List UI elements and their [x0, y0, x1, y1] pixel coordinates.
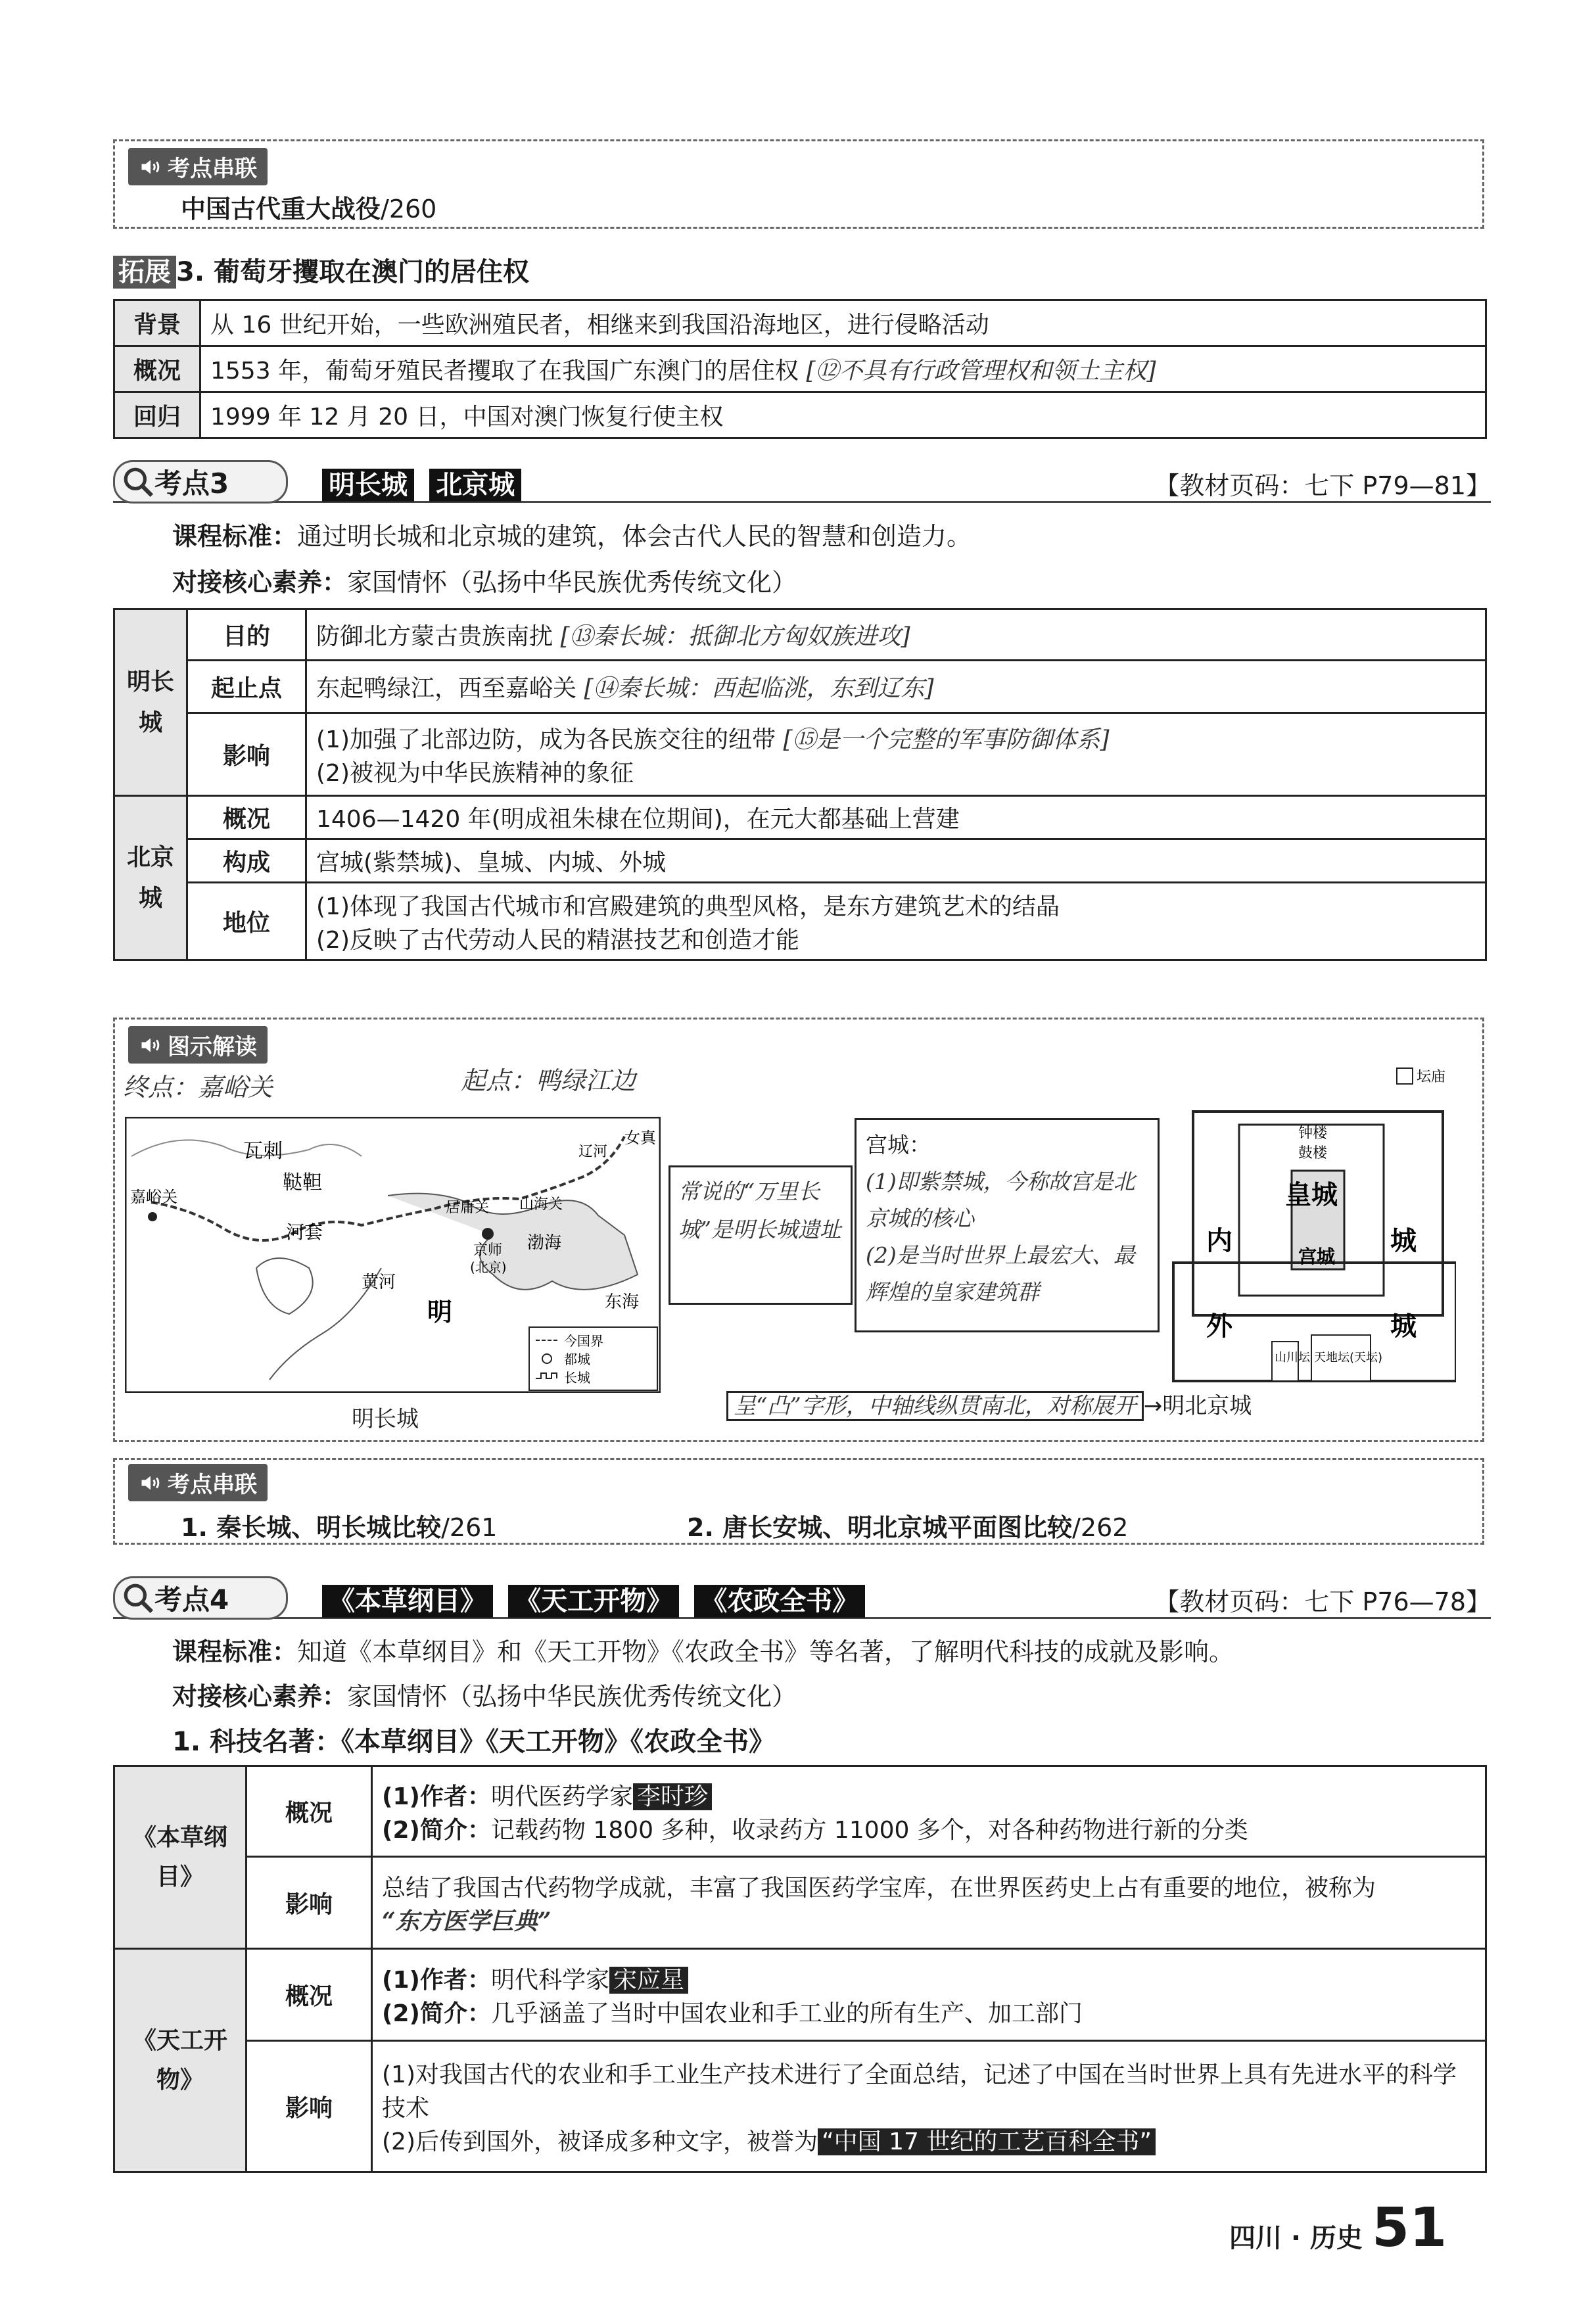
- plan-shanchuan: 山川坛: [1275, 1351, 1310, 1365]
- kd4-topic-1: 《本草纲目》: [322, 1585, 493, 1618]
- ming-wall-map: [125, 1117, 661, 1393]
- page-number: 51: [1372, 2197, 1447, 2259]
- kd3-core: 对接核心素养：家国情怀（弘扬中华民族优秀传统文化）: [172, 568, 797, 597]
- wall-city-table: 明长城 目的 防御北方蒙古贵族南扰 [⑬秦长城：抵御北方匈奴族进攻] 起止点 东起鸭绿江，西至嘉峪关 [⑭秦长城：西起临洮，东到辽东] 影响 (1)加强了北部边防，成为各民族交往的纽带 [⑮是一个完整的军事防御体系] (2)被视为中华民族精神的象征 北京城 概况 1406—1420 年(明成祖朱棣在位期间)，在元大都基础上营建 构成 宫城(紫禁城)、皇城、内城、外城 地位 (1)体现了我国古代城市和宫殿建筑的典型风格，是东方建筑艺术的结晶 (2)反映了古代劳动人民的精湛技艺和创造才能: [113, 608, 1487, 961]
- plan-drum-tower: 鼓楼: [1298, 1145, 1328, 1161]
- plan-outer: 外: [1206, 1311, 1232, 1342]
- map-bohai: 渤海: [527, 1233, 562, 1253]
- kd4-core: 对接核心素养：家国情怀（弘扬中华民族优秀传统文化）: [172, 1682, 797, 1711]
- speaker-icon: [139, 155, 162, 179]
- figure-tag: 图示解读: [128, 1026, 268, 1064]
- kd4-badge: 考点4: [113, 1576, 288, 1620]
- start-note: 起点：鸭绿江边: [461, 1066, 636, 1095]
- figure-box: [113, 1018, 1484, 1442]
- map-huanghe: 黄河: [362, 1273, 396, 1292]
- tuozhan-heading: 拓展 3. 葡萄牙攫取在澳门的居住权: [113, 251, 529, 289]
- books-table: 《本草纲目》 概况 (1)作者：明代医药学家 李时珍 (2)简介：记载药物 1800 多种，收录药方 11000 多个，对各种药物进行新的分类 影响 总结了我国古代药物学成就，丰富了我国医药学宝库，在世界医药史上占有重要的地位，被称为 “东方医学巨典” 《天工开物》 概况 (1)作者：明代科学家 宋应星 (2)简介：几乎涵盖了当时中国农业和手工业的所有生产、加工部门 影响 (1)对我国古代的农业和手工业生产技术进行了全面总结，记述了中国在当时世界上具有先进水平的科学技术 (2)后传到国外，被译成多种文字，被誉为 “中国 17 世纪的工艺百科全书”: [113, 1765, 1487, 2173]
- map-shanhaiguan: 山海关: [519, 1196, 563, 1213]
- figure-conclusion: 呈“凸”字形，中轴线纵贯南北，对称展开 →明北京城: [726, 1388, 1252, 1420]
- map-caption: 明长城: [352, 1406, 419, 1432]
- link-box-2: [113, 1458, 1484, 1545]
- plan-bell-tower: 钟楼: [1298, 1125, 1328, 1142]
- map-wala: 瓦刺: [243, 1140, 283, 1163]
- macau-table: 背景 从 16 世纪开始，一些欧洲殖民者，相继来到我国沿海地区，进行侵略活动 概况 1553 年，葡萄牙殖民者攫取了在我国广东澳门的居住权 [⑫不具有行政管理权和领土主权] 回归 1999 年 12 月 20 日，中国对澳门恢复行使主权: [113, 299, 1487, 439]
- kd3-badge: 考点3: [113, 460, 288, 504]
- kd3-standard: 课程标准：通过明长城和北京城的建筑，体会古代人民的智慧和创造力。: [172, 522, 972, 551]
- beijing-plan: [1167, 1066, 1456, 1394]
- speaker-icon: [139, 1471, 162, 1495]
- kd3-page-ref: 【教材页码：七下 P79—81】: [1154, 471, 1491, 500]
- link-tag-1: 考点串联: [128, 148, 268, 185]
- kd4-topic-3: 《农政全书》: [694, 1585, 865, 1618]
- link-item-2b: 2. 唐长安城、明北京城平面图比较/262: [687, 1513, 1129, 1542]
- map-jingshi: 京师: [473, 1242, 503, 1259]
- kd4-subheading: 1. 科技名著：《本草纲目》《天工开物》《农政全书》: [172, 1727, 775, 1757]
- kd3-header: [113, 460, 1491, 503]
- kd4-page-ref: 【教材页码：七下 P76—78】: [1154, 1587, 1491, 1616]
- plan-tiantan: 天地坛(天坛): [1314, 1351, 1383, 1365]
- legend-border: 今国界: [564, 1333, 603, 1349]
- link-item-1: 中国古代重大战役/260: [181, 195, 437, 223]
- kd4-header: [113, 1576, 1491, 1619]
- footer-region: 四川 · 历史: [1229, 2223, 1363, 2253]
- plan-tan-legend: 坛庙: [1417, 1069, 1446, 1085]
- plan-inner: 内: [1206, 1226, 1232, 1256]
- great-wall-note-box: 常说的“万里长城”是明长城遗址: [669, 1165, 853, 1305]
- magnifier-icon: [122, 1582, 154, 1614]
- map-nvzhen: 女真: [624, 1129, 656, 1147]
- speaker-icon: [139, 1033, 162, 1057]
- legend-capital: 都城: [564, 1351, 590, 1367]
- map-hetao: 河套: [286, 1221, 323, 1243]
- link-box-1: [113, 139, 1484, 229]
- map-juyongguan: 居庸关: [446, 1200, 490, 1216]
- plan-palace-city: 宫城: [1298, 1246, 1336, 1267]
- magnifier-icon: [122, 465, 154, 498]
- map-dada: 鞑靼: [283, 1171, 322, 1194]
- plan-outer-city: 城: [1390, 1311, 1417, 1342]
- kd3-topic-1: 明长城: [322, 469, 414, 502]
- map-jiayuguan: 嘉峪关: [130, 1188, 177, 1206]
- link-item-2a: 1. 秦长城、明长城比较/261: [181, 1513, 498, 1542]
- legend-wall: 长城: [564, 1370, 590, 1386]
- map-beijing: (北京): [470, 1259, 507, 1275]
- kd4-topic-2: 《天工开物》: [508, 1585, 679, 1618]
- kd4-standard: 课程标准：知道《本草纲目》和《天工开物》《农政全书》等名著，了解明代科技的成就及影响。: [172, 1637, 1234, 1666]
- map-liaohe: 辽河: [578, 1144, 608, 1160]
- link-tag-2: 考点串联: [128, 1464, 268, 1501]
- palace-note-box: 宫城： (1)即紫禁城，今称故宫是北京城的核心 (2)是当时世界上最宏大、最辉煌的皇家建筑群: [855, 1118, 1160, 1332]
- plan-inner-city: 城: [1390, 1226, 1417, 1256]
- plan-imperial-city: 皇城: [1285, 1180, 1338, 1210]
- map-ming: 明: [427, 1298, 453, 1326]
- kd3-topic-2: 北京城: [429, 469, 521, 502]
- page-footer: [1229, 2197, 1447, 2259]
- end-note: 终点：嘉峪关: [123, 1073, 273, 1102]
- map-donghai: 东海: [605, 1292, 640, 1312]
